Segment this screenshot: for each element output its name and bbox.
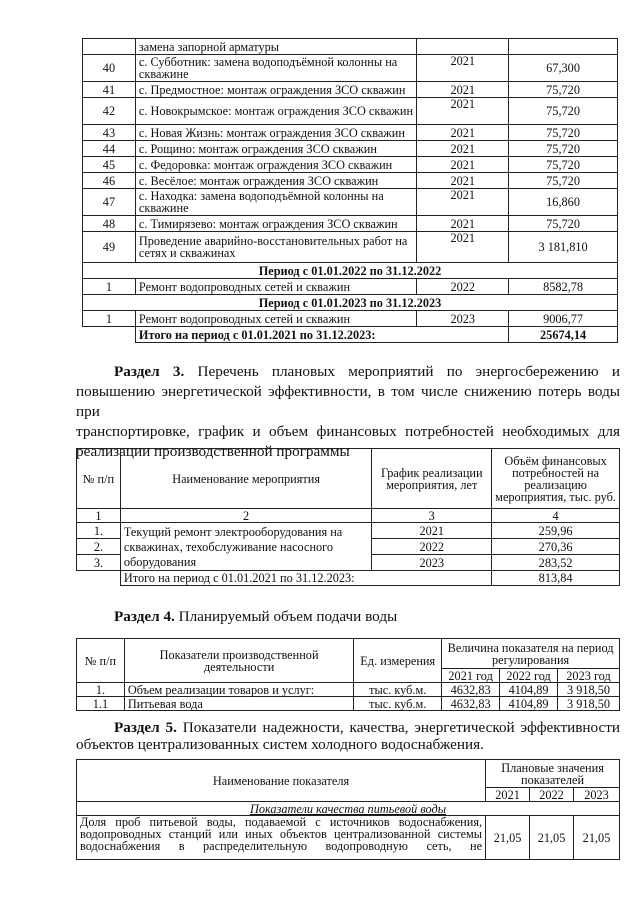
row-year: 2021 xyxy=(417,232,509,263)
total-label: Итого на период с 01.01.2021 по 31.12.2023: xyxy=(135,327,508,343)
row-number: 1. xyxy=(77,683,125,697)
row-number: 42 xyxy=(83,98,136,125)
row-year: 2023 xyxy=(372,555,492,571)
table-row xyxy=(83,55,618,82)
table-row xyxy=(83,216,618,232)
row-number: 45 xyxy=(83,157,136,173)
indicator-value: 21,05 xyxy=(574,816,620,860)
col-number: 1 xyxy=(77,509,121,523)
header-year: 2021 xyxy=(486,788,530,802)
row-amount: 75,720 xyxy=(509,157,618,173)
row-name: Ремонт водопроводных сетей и скважин xyxy=(135,311,416,327)
row-year: 2021 xyxy=(417,82,509,98)
row-number: 41 xyxy=(83,82,136,98)
header-amount: Объём финансовых потребностей на реализацию мероприятия, тыс. руб. xyxy=(492,449,620,509)
row-amount: 270,36 xyxy=(492,539,620,555)
row-number: 1 xyxy=(83,311,136,327)
row-amount: 75,720 xyxy=(509,82,618,98)
section3-line1: Перечень плановых мероприятий по энергосбережению и xyxy=(197,363,620,380)
section5-paragraph xyxy=(76,718,620,755)
subheader-row xyxy=(77,802,620,816)
row-amount: 75,720 xyxy=(509,141,618,157)
table-row xyxy=(77,523,620,539)
row-number: 47 xyxy=(83,189,136,216)
section5-line2: объектов централизованных систем холодного водоснабжения. xyxy=(76,736,484,753)
header-schedule: График реализации мероприятия, лет xyxy=(372,449,492,509)
table-row xyxy=(77,683,620,697)
indicator-name-line: Доля проб питьевой воды, подаваемой с источников водоснабжения, xyxy=(80,815,483,829)
row-number: 43 xyxy=(83,125,136,141)
table-row xyxy=(83,232,618,263)
row-unit: тыс. куб.м. xyxy=(354,683,442,697)
indicator-value: 21,05 xyxy=(530,816,574,860)
row-amount: 75,720 xyxy=(509,98,618,125)
total-row xyxy=(77,571,620,586)
row-value: 3 918,50 xyxy=(558,683,620,697)
table-row xyxy=(83,157,618,173)
row-year: 2021 xyxy=(417,189,509,216)
period-row xyxy=(83,263,618,279)
row-amount: 3 181,810 xyxy=(509,232,618,263)
row-year xyxy=(417,39,509,55)
header-name: Наименование показателя xyxy=(77,760,486,802)
total-value: 25674,14 xyxy=(509,327,618,343)
table-row xyxy=(83,98,618,125)
table-row xyxy=(83,141,618,157)
row-value: 4632,83 xyxy=(442,683,500,697)
investment-table xyxy=(82,38,618,343)
section4-label: Раздел 4. xyxy=(114,608,175,625)
row-amount: 259,96 xyxy=(492,523,620,539)
header-unit: Ед. измерения xyxy=(354,639,442,683)
row-name: с. Находка: замена водоподъёмной колонны на скважине xyxy=(135,189,416,216)
row-value: 4104,89 xyxy=(500,683,558,697)
period-2022-heading: Период с 01.01.2022 по 31.12.2022 xyxy=(83,263,618,279)
row-name: с. Новокрымское: монтаж ограждения ЗСО скважин xyxy=(135,98,416,125)
section3-line4: реализации производственной программы xyxy=(76,443,350,460)
table-row xyxy=(83,279,618,295)
row-number: 48 xyxy=(83,216,136,232)
row-number: 49 xyxy=(83,232,136,263)
row-name: с. Федоровка: монтаж ограждения ЗСО скважин xyxy=(135,157,416,173)
column-numbers-row xyxy=(77,509,620,523)
indicator-name xyxy=(77,816,486,860)
row-amount: 75,720 xyxy=(509,216,618,232)
reliability-indicators-table xyxy=(76,759,620,860)
header-year: 2022 xyxy=(530,788,574,802)
header-year: 2023 год xyxy=(558,669,620,683)
table-row xyxy=(77,816,620,860)
row-number: 1. xyxy=(77,523,121,539)
row-number: 44 xyxy=(83,141,136,157)
row-year: 2022 xyxy=(372,539,492,555)
total-row xyxy=(83,327,618,343)
row-amount: 9006,77 xyxy=(509,311,618,327)
header-plan: Плановые значения показателей xyxy=(486,760,620,788)
table-header-row xyxy=(77,449,620,509)
table-header-row xyxy=(77,760,620,788)
row-value: 4632,83 xyxy=(442,697,500,711)
row-amount: 67,300 xyxy=(509,55,618,82)
table-row xyxy=(83,311,618,327)
row-year: 2021 xyxy=(417,141,509,157)
indicator-name-line: водопроводных станций или иных объектов централизованной системы xyxy=(80,827,483,841)
row-value: 4104,89 xyxy=(500,697,558,711)
indicator-name-line: водоснабжения в распределительную водопроводную сеть, не xyxy=(80,839,483,853)
row-year: 2021 xyxy=(417,173,509,189)
section3-line2: повышению энергетической эффективности, в том числе снижению потерь воды при xyxy=(76,383,620,420)
section5-line1: Показатели надежности, качества, энергетической эффективности xyxy=(182,719,621,736)
merged-activity-name: Текущий ремонт электрооборудования на скважинах, техобслуживание насосного оборудования xyxy=(120,523,371,571)
row-unit: тыс. куб.м. xyxy=(354,697,442,711)
table-row xyxy=(77,697,620,711)
row-name: с. Предмостное: монтаж ограждения ЗСО скважин xyxy=(135,82,416,98)
row-amount: 75,720 xyxy=(509,125,618,141)
row-amount xyxy=(509,39,618,55)
table-row xyxy=(83,82,618,98)
row-name: с. Весёлое: монтаж ограждения ЗСО скважин xyxy=(135,173,416,189)
row-name: с. Рощино: монтаж ограждения ЗСО скважин xyxy=(135,141,416,157)
section4-text: Планируемый объем подачи воды xyxy=(178,608,398,625)
row-year: 2022 xyxy=(417,279,509,295)
section5-label: Раздел 5. xyxy=(114,719,177,736)
row-name: Объем реализации товаров и услуг: xyxy=(124,683,353,697)
header-value: Величина показателя на период регулирования xyxy=(442,639,620,669)
row-name: с. Субботник: замена водоподъёмной колонны на скважине xyxy=(135,55,416,82)
row-amount: 283,52 xyxy=(492,555,620,571)
energy-saving-table xyxy=(76,448,620,586)
row-name: Ремонт водопроводных сетей и скважин xyxy=(135,279,416,295)
header-year: 2022 год xyxy=(500,669,558,683)
row-value: 3 918,50 xyxy=(558,697,620,711)
header-year: 2021 год xyxy=(442,669,500,683)
table-row xyxy=(83,189,618,216)
total-value: 813,84 xyxy=(492,571,620,586)
row-number: 1.1 xyxy=(77,697,125,711)
total-label: Итого на период с 01.01.2021 по 31.12.2023: xyxy=(120,571,491,586)
table-row xyxy=(83,173,618,189)
header-name: Наименование мероприятия xyxy=(120,449,371,509)
row-year: 2021 xyxy=(417,157,509,173)
row-year: 2021 xyxy=(417,216,509,232)
section4-heading xyxy=(114,608,397,626)
row-name: с. Тимирязево: монтаж ограждения ЗСО скважин xyxy=(135,216,416,232)
row-number: 1 xyxy=(83,279,136,295)
section3-label: Раздел 3. xyxy=(114,363,185,380)
period-row xyxy=(83,295,618,311)
indicator-value: 21,05 xyxy=(486,816,530,860)
row-amount: 8582,78 xyxy=(509,279,618,295)
row-name: Питьевая вода xyxy=(124,697,353,711)
row-year: 2021 xyxy=(417,55,509,82)
section3-paragraph xyxy=(76,362,620,462)
table-header-row xyxy=(77,639,620,669)
row-year: 2021 xyxy=(372,523,492,539)
row-year: 2021 xyxy=(417,98,509,125)
row-year: 2021 xyxy=(417,125,509,141)
header-name: Показатели производственной деятельности xyxy=(124,639,353,683)
row-amount: 75,720 xyxy=(509,173,618,189)
row-number xyxy=(83,39,136,55)
col-number: 4 xyxy=(492,509,620,523)
section3-line3: транспортировке, график и объем финансовых потребностей необходимых для xyxy=(76,423,620,440)
table-row xyxy=(83,39,618,55)
water-supply-volume-table xyxy=(76,638,620,711)
col-number: 2 xyxy=(120,509,371,523)
row-name: с. Новая Жизнь: монтаж ограждения ЗСО скважин xyxy=(135,125,416,141)
row-number: 46 xyxy=(83,173,136,189)
row-number: 40 xyxy=(83,55,136,82)
header-num: № п/п xyxy=(77,639,125,683)
row-name: Проведение аварийно-восстановительных работ на сетях и скважинах xyxy=(135,232,416,263)
row-amount: 16,860 xyxy=(509,189,618,216)
row-year: 2023 xyxy=(417,311,509,327)
table-row xyxy=(83,125,618,141)
row-name: замена запорной арматуры xyxy=(135,39,416,55)
header-year: 2023 xyxy=(574,788,620,802)
quality-subheader: Показатели качества питьевой воды xyxy=(77,802,620,816)
row-number: 2. xyxy=(77,539,121,555)
period-2023-heading: Период с 01.01.2023 по 31.12.2023 xyxy=(83,295,618,311)
header-num: № п/п xyxy=(77,449,121,509)
col-number: 3 xyxy=(372,509,492,523)
row-number: 3. xyxy=(77,555,121,571)
